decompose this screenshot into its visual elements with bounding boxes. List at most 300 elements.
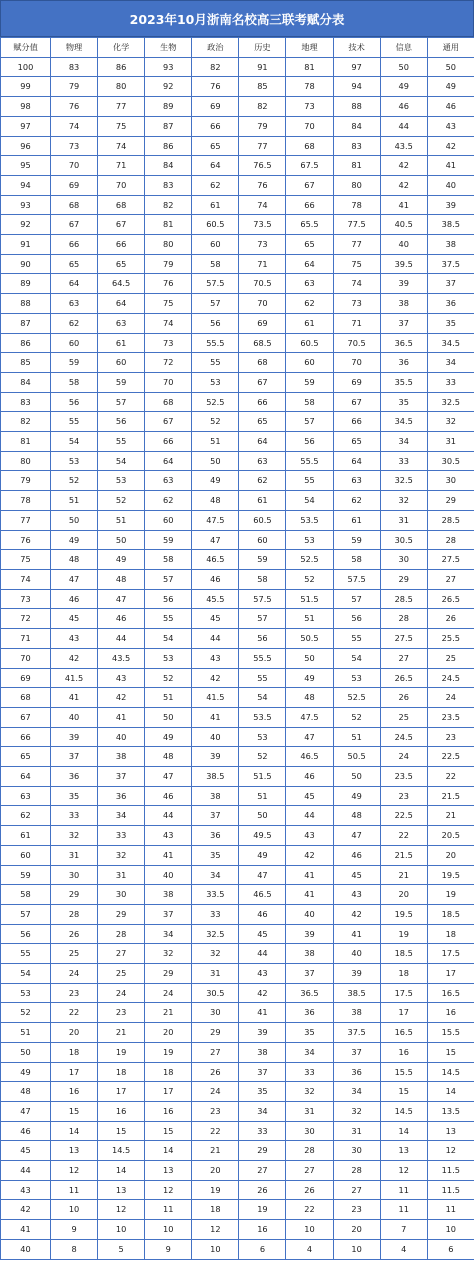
raw-score-cell: 11	[380, 1200, 427, 1220]
table-row	[1, 235, 474, 255]
score-cell: 72	[1, 609, 51, 629]
raw-score-cell: 68	[51, 195, 98, 215]
score-cell: 91	[1, 235, 51, 255]
table-row	[1, 1141, 474, 1161]
raw-score-cell: 18	[192, 1200, 239, 1220]
raw-score-cell: 38	[98, 747, 145, 767]
raw-score-cell: 20	[380, 885, 427, 905]
raw-score-cell: 10	[51, 1200, 98, 1220]
score-cell: 95	[1, 156, 51, 176]
raw-score-cell: 34	[145, 924, 192, 944]
raw-score-cell: 16	[51, 1082, 98, 1102]
raw-score-cell: 44	[286, 806, 333, 826]
raw-score-cell: 31	[427, 432, 474, 452]
raw-score-cell: 38	[145, 885, 192, 905]
raw-score-cell: 41	[98, 707, 145, 727]
score-cell: 75	[1, 550, 51, 570]
table-row	[1, 688, 474, 708]
raw-score-cell: 14	[145, 1141, 192, 1161]
table-row	[1, 491, 474, 511]
raw-score-cell: 77	[333, 235, 380, 255]
raw-score-cell: 26.5	[380, 668, 427, 688]
raw-score-cell: 34	[427, 353, 474, 373]
raw-score-cell: 36.5	[286, 983, 333, 1003]
raw-score-cell: 55	[333, 629, 380, 649]
score-cell: 87	[1, 313, 51, 333]
header-politics: 政治	[192, 38, 239, 58]
table-row	[1, 392, 474, 412]
raw-score-cell: 45	[51, 609, 98, 629]
table-row	[1, 845, 474, 865]
raw-score-cell: 24.5	[380, 727, 427, 747]
raw-score-cell: 57.5	[239, 589, 286, 609]
raw-score-cell: 69	[51, 175, 98, 195]
raw-score-cell: 22.5	[427, 747, 474, 767]
raw-score-cell: 74	[98, 136, 145, 156]
raw-score-cell: 47	[192, 530, 239, 550]
table-row	[1, 451, 474, 471]
raw-score-cell: 48	[98, 569, 145, 589]
raw-score-cell: 43	[286, 826, 333, 846]
raw-score-cell: 34.5	[380, 412, 427, 432]
raw-score-cell: 21	[145, 1003, 192, 1023]
raw-score-cell: 49	[333, 786, 380, 806]
raw-score-cell: 12	[51, 1161, 98, 1181]
raw-score-cell: 34	[286, 1042, 333, 1062]
raw-score-cell: 51	[51, 491, 98, 511]
raw-score-cell: 55	[98, 432, 145, 452]
raw-score-cell: 74	[51, 116, 98, 136]
raw-score-cell: 67	[145, 412, 192, 432]
raw-score-cell: 71	[239, 254, 286, 274]
raw-score-cell: 29	[98, 904, 145, 924]
raw-score-cell: 43	[51, 629, 98, 649]
raw-score-cell: 64	[98, 294, 145, 314]
raw-score-cell: 42	[380, 156, 427, 176]
raw-score-cell: 74	[333, 274, 380, 294]
raw-score-cell: 60.5	[239, 510, 286, 530]
raw-score-cell: 40	[380, 235, 427, 255]
raw-score-cell: 39	[286, 924, 333, 944]
raw-score-cell: 34	[98, 806, 145, 826]
raw-score-cell: 29	[145, 964, 192, 984]
table-row	[1, 156, 474, 176]
table-row	[1, 1121, 474, 1141]
raw-score-cell: 47	[333, 826, 380, 846]
raw-score-cell: 67	[333, 392, 380, 412]
raw-score-cell: 59	[98, 372, 145, 392]
raw-score-cell: 84	[333, 116, 380, 136]
raw-score-cell: 62	[51, 313, 98, 333]
raw-score-cell: 38	[380, 294, 427, 314]
raw-score-cell: 27	[333, 1180, 380, 1200]
raw-score-cell: 38	[192, 786, 239, 806]
raw-score-cell: 15	[145, 1121, 192, 1141]
raw-score-cell: 82	[239, 97, 286, 117]
raw-score-cell: 39	[380, 274, 427, 294]
score-cell: 96	[1, 136, 51, 156]
raw-score-cell: 71	[98, 156, 145, 176]
raw-score-cell: 53.5	[239, 707, 286, 727]
raw-score-cell: 27	[427, 569, 474, 589]
raw-score-cell: 42	[286, 845, 333, 865]
raw-score-cell: 35	[239, 1082, 286, 1102]
table-row	[1, 1161, 474, 1181]
raw-score-cell: 50	[51, 510, 98, 530]
raw-score-cell: 69	[239, 313, 286, 333]
raw-score-cell: 60	[286, 353, 333, 373]
raw-score-cell: 42	[51, 648, 98, 668]
raw-score-cell: 57	[98, 392, 145, 412]
raw-score-cell: 64	[333, 451, 380, 471]
raw-score-cell: 59	[51, 353, 98, 373]
table-row	[1, 372, 474, 392]
raw-score-cell: 36	[427, 294, 474, 314]
raw-score-cell: 60.5	[192, 215, 239, 235]
score-cell: 89	[1, 274, 51, 294]
raw-score-cell: 34	[239, 1101, 286, 1121]
table-title: 2023年10月浙南名校高三联考赋分表	[0, 0, 474, 37]
raw-score-cell: 63	[51, 294, 98, 314]
raw-score-cell: 21	[192, 1141, 239, 1161]
raw-score-cell: 47	[286, 727, 333, 747]
raw-score-cell: 43.5	[98, 648, 145, 668]
raw-score-cell: 23	[192, 1101, 239, 1121]
raw-score-cell: 19.5	[380, 904, 427, 924]
raw-score-cell: 80	[145, 235, 192, 255]
raw-score-cell: 44	[145, 806, 192, 826]
header-chemistry: 化学	[98, 38, 145, 58]
raw-score-cell: 68	[98, 195, 145, 215]
table-row	[1, 136, 474, 156]
raw-score-cell: 47	[145, 767, 192, 787]
raw-score-cell: 50	[333, 767, 380, 787]
raw-score-cell: 28	[380, 609, 427, 629]
raw-score-cell: 14	[98, 1161, 145, 1181]
raw-score-cell: 24	[98, 983, 145, 1003]
raw-score-cell: 11	[51, 1180, 98, 1200]
raw-score-cell: 43	[145, 826, 192, 846]
header-geography: 地理	[286, 38, 333, 58]
raw-score-cell: 26	[286, 1180, 333, 1200]
score-cell: 60	[1, 845, 51, 865]
raw-score-cell: 83	[145, 175, 192, 195]
raw-score-cell: 40.5	[380, 215, 427, 235]
raw-score-cell: 65	[239, 412, 286, 432]
raw-score-cell: 46	[239, 904, 286, 924]
raw-score-cell: 31	[98, 865, 145, 885]
raw-score-cell: 68	[145, 392, 192, 412]
raw-score-cell: 10	[333, 1239, 380, 1259]
table-row	[1, 274, 474, 294]
raw-score-cell: 10	[286, 1220, 333, 1240]
raw-score-cell: 56	[286, 432, 333, 452]
score-cell: 93	[1, 195, 51, 215]
raw-score-cell: 63	[145, 471, 192, 491]
raw-score-cell: 10	[98, 1220, 145, 1240]
raw-score-cell: 52	[145, 668, 192, 688]
raw-score-cell: 25	[98, 964, 145, 984]
raw-score-cell: 28	[98, 924, 145, 944]
raw-score-cell: 47	[239, 865, 286, 885]
raw-score-cell: 36.5	[380, 333, 427, 353]
raw-score-cell: 55.5	[192, 333, 239, 353]
raw-score-cell: 17	[427, 964, 474, 984]
raw-score-cell: 66	[145, 432, 192, 452]
raw-score-cell: 73.5	[239, 215, 286, 235]
raw-score-cell: 55	[286, 471, 333, 491]
raw-score-cell: 60	[98, 353, 145, 373]
raw-score-cell: 5	[98, 1239, 145, 1259]
raw-score-cell: 51	[145, 688, 192, 708]
score-cell: 82	[1, 412, 51, 432]
table-row	[1, 432, 474, 452]
raw-score-cell: 75	[333, 254, 380, 274]
raw-score-cell: 52	[333, 707, 380, 727]
raw-score-cell: 38	[286, 944, 333, 964]
raw-score-cell: 15	[380, 1082, 427, 1102]
raw-score-cell: 36	[380, 353, 427, 373]
raw-score-cell: 81	[333, 156, 380, 176]
raw-score-cell: 97	[333, 57, 380, 77]
raw-score-cell: 76	[192, 77, 239, 97]
raw-score-cell: 48	[286, 688, 333, 708]
raw-score-cell: 26	[239, 1180, 286, 1200]
table-row	[1, 707, 474, 727]
raw-score-cell: 67.5	[286, 156, 333, 176]
raw-score-cell: 49	[427, 77, 474, 97]
table-row	[1, 550, 474, 570]
raw-score-cell: 22.5	[380, 806, 427, 826]
raw-score-cell: 65	[192, 136, 239, 156]
raw-score-cell: 4	[380, 1239, 427, 1259]
raw-score-cell: 82	[145, 195, 192, 215]
raw-score-cell: 58	[286, 392, 333, 412]
raw-score-cell: 56	[239, 629, 286, 649]
raw-score-cell: 83	[51, 57, 98, 77]
raw-score-cell: 39	[427, 195, 474, 215]
table-row	[1, 1220, 474, 1240]
raw-score-cell: 30	[333, 1141, 380, 1161]
table-row	[1, 786, 474, 806]
raw-score-cell: 52	[286, 569, 333, 589]
table-row	[1, 609, 474, 629]
table-row	[1, 1062, 474, 1082]
raw-score-cell: 57.5	[333, 569, 380, 589]
raw-score-cell: 41.5	[192, 688, 239, 708]
raw-score-cell: 24.5	[427, 668, 474, 688]
raw-score-cell: 29	[192, 1023, 239, 1043]
raw-score-cell: 39	[192, 747, 239, 767]
raw-score-cell: 11	[145, 1200, 192, 1220]
raw-score-cell: 76	[239, 175, 286, 195]
raw-score-cell: 59	[239, 550, 286, 570]
raw-score-cell: 36	[51, 767, 98, 787]
raw-score-cell: 63	[98, 313, 145, 333]
raw-score-cell: 72	[145, 353, 192, 373]
raw-score-cell: 38	[333, 1003, 380, 1023]
raw-score-cell: 47.5	[192, 510, 239, 530]
raw-score-cell: 55	[239, 668, 286, 688]
raw-score-cell: 22	[51, 1003, 98, 1023]
raw-score-cell: 26	[51, 924, 98, 944]
raw-score-cell: 37	[145, 904, 192, 924]
raw-score-cell: 18	[145, 1062, 192, 1082]
raw-score-cell: 92	[145, 77, 192, 97]
raw-score-cell: 18	[98, 1062, 145, 1082]
raw-score-cell: 51	[333, 727, 380, 747]
raw-score-cell: 53.5	[286, 510, 333, 530]
raw-score-cell: 38.5	[333, 983, 380, 1003]
raw-score-cell: 40	[427, 175, 474, 195]
table-row	[1, 1082, 474, 1102]
raw-score-cell: 37.5	[333, 1023, 380, 1043]
raw-score-cell: 20	[333, 1220, 380, 1240]
raw-score-cell: 83	[333, 136, 380, 156]
raw-score-cell: 70	[145, 372, 192, 392]
raw-score-cell: 52	[98, 491, 145, 511]
raw-score-cell: 32.5	[427, 392, 474, 412]
raw-score-cell: 19	[380, 924, 427, 944]
score-cell: 63	[1, 786, 51, 806]
raw-score-cell: 46.5	[286, 747, 333, 767]
raw-score-cell: 11	[380, 1180, 427, 1200]
raw-score-cell: 70	[51, 156, 98, 176]
raw-score-cell: 78	[286, 77, 333, 97]
raw-score-cell: 52	[51, 471, 98, 491]
raw-score-cell: 70	[333, 353, 380, 373]
raw-score-cell: 41	[145, 845, 192, 865]
raw-score-cell: 38.5	[192, 767, 239, 787]
raw-score-cell: 56	[51, 392, 98, 412]
raw-score-cell: 67	[98, 215, 145, 235]
raw-score-cell: 34	[380, 432, 427, 452]
raw-score-cell: 30	[427, 471, 474, 491]
raw-score-cell: 79	[145, 254, 192, 274]
raw-score-cell: 63	[333, 471, 380, 491]
raw-score-cell: 25.5	[427, 629, 474, 649]
raw-score-cell: 13	[380, 1141, 427, 1161]
raw-score-cell: 79	[239, 116, 286, 136]
raw-score-cell: 13	[427, 1121, 474, 1141]
raw-score-cell: 44	[380, 116, 427, 136]
score-cell: 47	[1, 1101, 51, 1121]
raw-score-cell: 93	[145, 57, 192, 77]
raw-score-cell: 43	[98, 668, 145, 688]
table-row	[1, 924, 474, 944]
raw-score-cell: 62	[239, 471, 286, 491]
raw-score-cell: 8	[51, 1239, 98, 1259]
raw-score-cell: 45.5	[192, 589, 239, 609]
raw-score-cell: 64	[51, 274, 98, 294]
raw-score-cell: 30	[98, 885, 145, 905]
raw-score-cell: 26	[380, 688, 427, 708]
raw-score-cell: 46	[427, 97, 474, 117]
raw-score-cell: 60	[192, 235, 239, 255]
raw-score-cell: 47.5	[286, 707, 333, 727]
raw-score-cell: 29	[51, 885, 98, 905]
table-row	[1, 668, 474, 688]
raw-score-cell: 29	[427, 491, 474, 511]
raw-score-cell: 63	[239, 451, 286, 471]
raw-score-cell: 80	[333, 175, 380, 195]
raw-score-cell: 62	[286, 294, 333, 314]
score-cell: 49	[1, 1062, 51, 1082]
raw-score-cell: 54	[98, 451, 145, 471]
raw-score-cell: 7	[380, 1220, 427, 1240]
raw-score-cell: 64	[286, 254, 333, 274]
raw-score-cell: 19	[98, 1042, 145, 1062]
raw-score-cell: 64	[145, 451, 192, 471]
raw-score-cell: 10	[192, 1239, 239, 1259]
raw-score-cell: 33	[380, 451, 427, 471]
raw-score-cell: 28	[427, 530, 474, 550]
raw-score-cell: 44	[98, 629, 145, 649]
raw-score-cell: 4	[286, 1239, 333, 1259]
raw-score-cell: 52.5	[192, 392, 239, 412]
raw-score-cell: 45	[333, 865, 380, 885]
score-cell: 56	[1, 924, 51, 944]
table-row	[1, 215, 474, 235]
raw-score-cell: 27	[192, 1042, 239, 1062]
raw-score-cell: 9	[145, 1239, 192, 1259]
raw-score-cell: 66	[98, 235, 145, 255]
raw-score-cell: 18	[380, 964, 427, 984]
raw-score-cell: 15	[427, 1042, 474, 1062]
table-row	[1, 964, 474, 984]
raw-score-cell: 41	[286, 885, 333, 905]
raw-score-cell: 12	[145, 1180, 192, 1200]
raw-score-cell: 54	[145, 629, 192, 649]
raw-score-cell: 33	[239, 1121, 286, 1141]
raw-score-cell: 16	[239, 1220, 286, 1240]
raw-score-cell: 37.5	[427, 254, 474, 274]
score-cell: 76	[1, 530, 51, 550]
raw-score-cell: 50	[380, 57, 427, 77]
raw-score-cell: 30.5	[427, 451, 474, 471]
raw-score-cell: 29	[239, 1141, 286, 1161]
table-row	[1, 747, 474, 767]
raw-score-cell: 57	[145, 569, 192, 589]
raw-score-cell: 40	[145, 865, 192, 885]
table-row	[1, 648, 474, 668]
raw-score-cell: 20	[145, 1023, 192, 1043]
score-cell: 94	[1, 175, 51, 195]
raw-score-cell: 42	[192, 668, 239, 688]
raw-score-cell: 46	[98, 609, 145, 629]
table-row	[1, 254, 474, 274]
raw-score-cell: 56	[98, 412, 145, 432]
raw-score-cell: 31	[333, 1121, 380, 1141]
raw-score-cell: 50	[286, 648, 333, 668]
raw-score-cell: 15	[98, 1121, 145, 1141]
raw-score-cell: 59	[286, 372, 333, 392]
raw-score-cell: 69	[333, 372, 380, 392]
score-cell: 71	[1, 629, 51, 649]
score-cell: 61	[1, 826, 51, 846]
score-cell: 59	[1, 865, 51, 885]
score-cell: 65	[1, 747, 51, 767]
table-row	[1, 1101, 474, 1121]
score-cell: 40	[1, 1239, 51, 1259]
raw-score-cell: 42	[380, 175, 427, 195]
score-cell: 70	[1, 648, 51, 668]
raw-score-cell: 70	[286, 116, 333, 136]
raw-score-cell: 60	[145, 510, 192, 530]
raw-score-cell: 65	[98, 254, 145, 274]
raw-score-cell: 87	[145, 116, 192, 136]
raw-score-cell: 22	[286, 1200, 333, 1220]
